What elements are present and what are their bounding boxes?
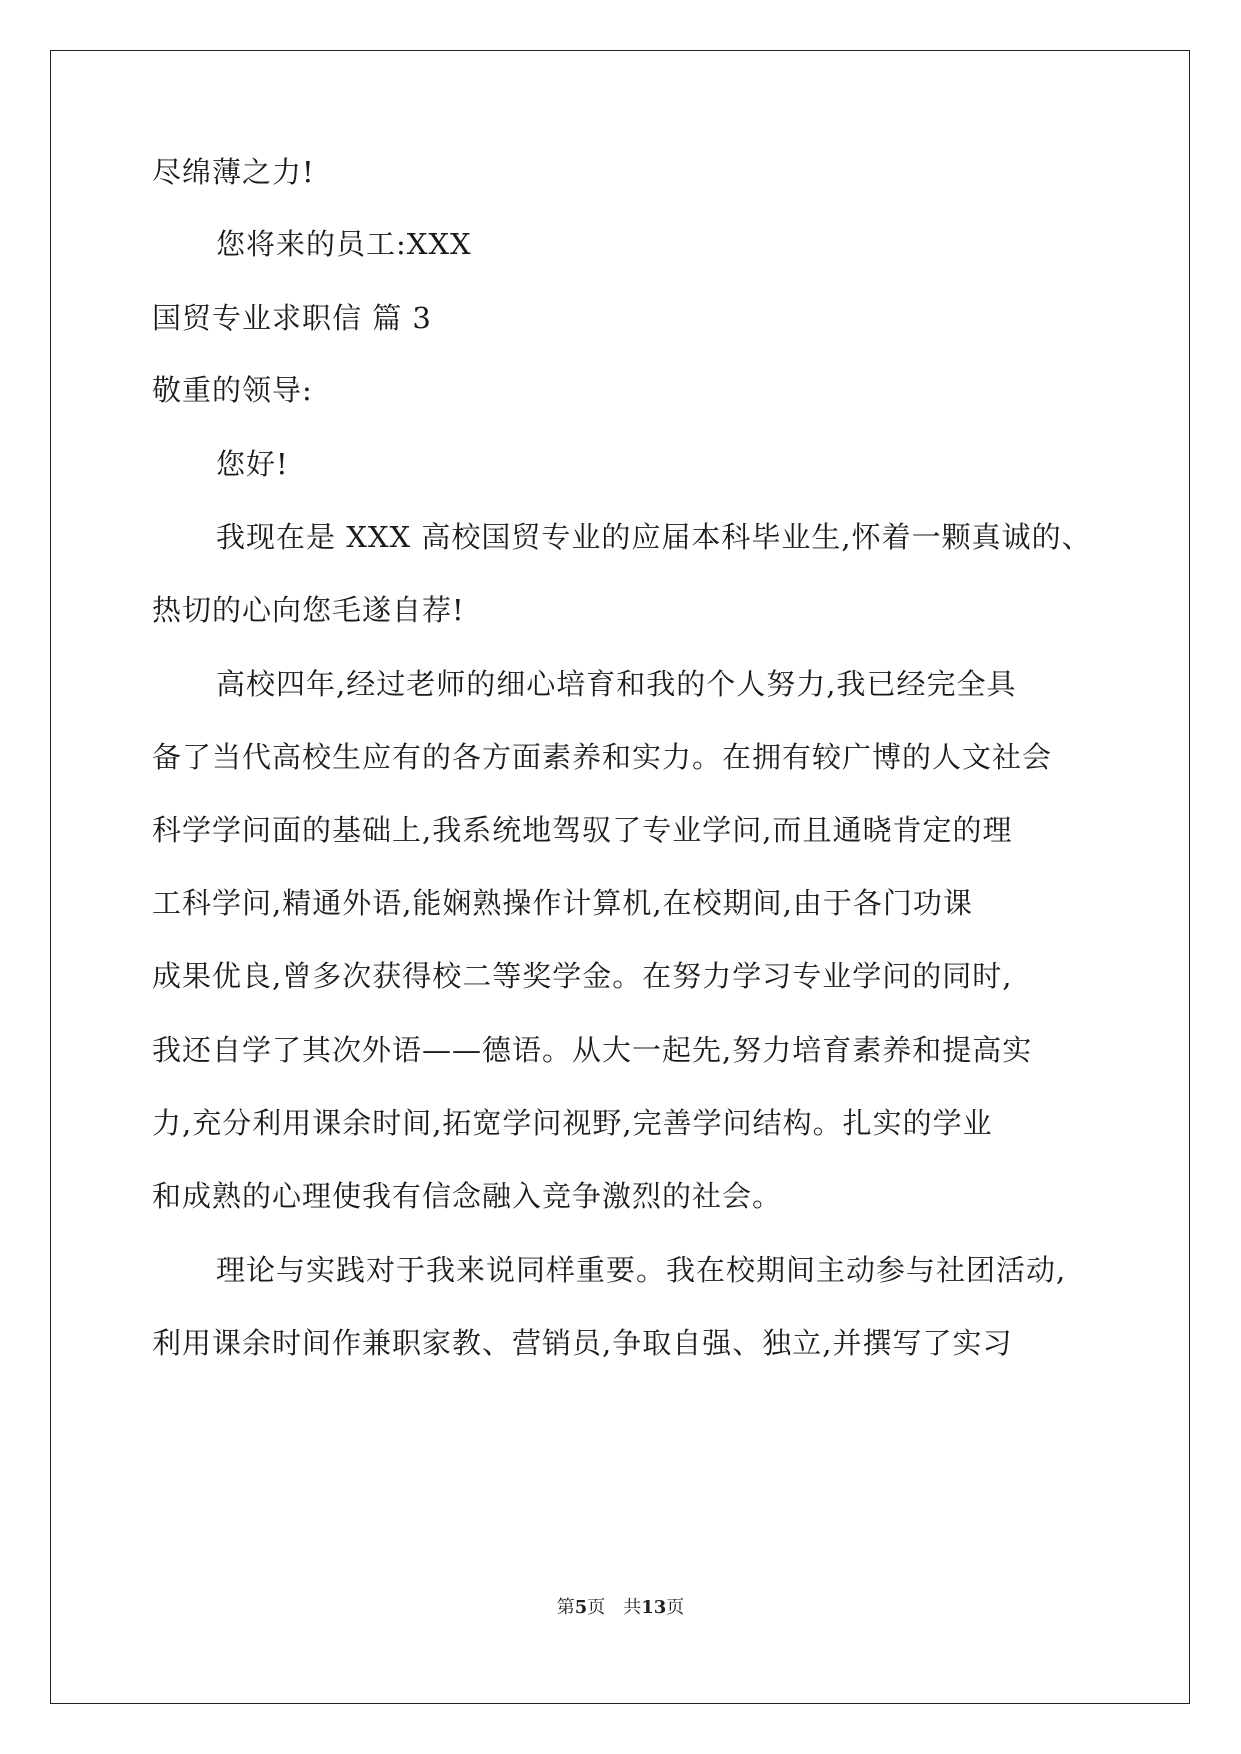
greeting: 您好! bbox=[216, 447, 289, 481]
text-line: 尽绵薄之力! bbox=[152, 155, 315, 189]
page-footer bbox=[0, 1596, 1241, 1620]
signature-line: 您将来的员工:XXX bbox=[216, 227, 472, 261]
text-line: 理论与实践对于我来说同样重要。我在校期间主动参与社团活动, bbox=[216, 1253, 1067, 1287]
text-line: 利用课余时间作兼职家教、营销员,争取自强、独立,并撰写了实习 bbox=[152, 1326, 1013, 1360]
text-line: 成果优良,曾多次获得校二等奖学金。在努力学习专业学问的同时, bbox=[152, 959, 1013, 993]
salutation: 敬重的领导: bbox=[152, 373, 313, 407]
total-pages: 共13页 bbox=[623, 1597, 685, 1618]
text-line: 科学学问面的基础上,我系统地驾驭了专业学问,而且通晓肯定的理 bbox=[152, 813, 1013, 847]
text-line: 我还自学了其次外语——德语。从大一起先,努力培育素养和提高实 bbox=[152, 1033, 1033, 1067]
text-line: 高校四年,经过老师的细心培育和我的个人努力,我已经完全具 bbox=[216, 667, 1017, 701]
page-number: 第5页 bbox=[556, 1597, 606, 1618]
text-line: 热切的心向您毛遂自荐! bbox=[152, 593, 465, 627]
text-line: 备了当代高校生应有的各方面素养和实力。在拥有较广博的人文社会 bbox=[152, 740, 1053, 774]
text-line: 我现在是 XXX 高校国贸专业的应届本科毕业生,怀着一颗真诚的、 bbox=[216, 520, 1092, 554]
text-line: 和成熟的心理使我有信念融入竞争激烈的社会。 bbox=[152, 1179, 783, 1213]
text-line: 工科学问,精通外语,能娴熟操作计算机,在校期间,由于各门功课 bbox=[152, 886, 973, 920]
text-line: 力,充分利用课余时间,拓宽学问视野,完善学问结构。扎实的学业 bbox=[152, 1106, 993, 1140]
section-heading: 国贸专业求职信 篇 3 bbox=[152, 301, 432, 335]
